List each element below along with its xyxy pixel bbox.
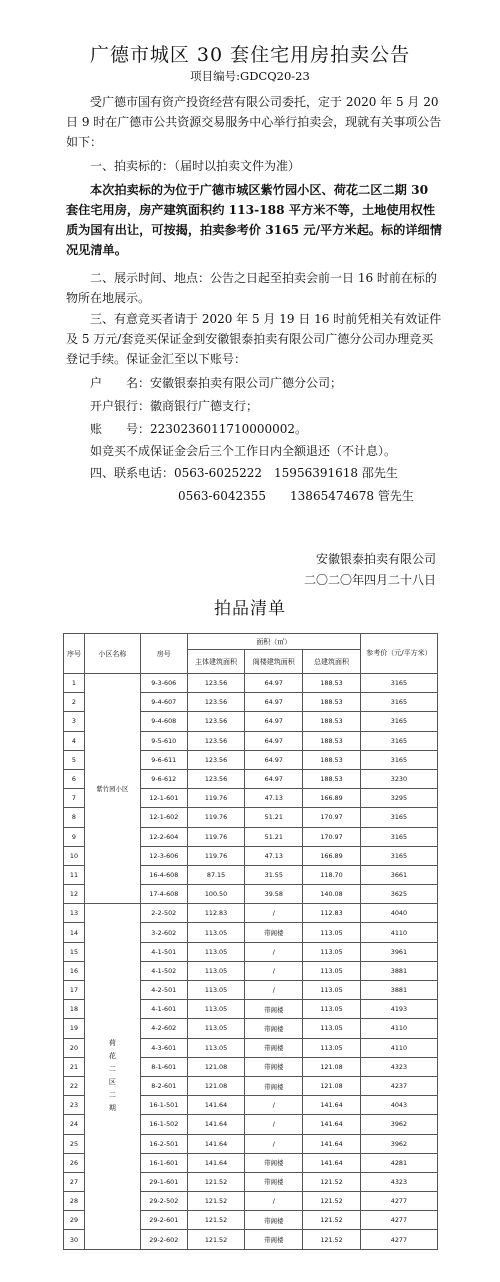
account-name-line: 户 名：安徽银泰拍卖有限公司广德分公司； <box>90 376 343 390</box>
cell-main-area: 141.64 <box>187 1134 245 1153</box>
cell-total-area: 121.52 <box>303 1192 361 1211</box>
cell-total-area: 141.64 <box>303 1134 361 1153</box>
cell-total-area: 188.53 <box>303 712 361 731</box>
cell-price: 4110 <box>360 923 437 942</box>
section-1-heading: 一、拍卖标的：（届时以拍卖文件为准） <box>90 159 301 173</box>
cell-total-area: 113.05 <box>303 942 361 961</box>
cell-attic-area: 64.97 <box>245 693 303 712</box>
cell-room: 2-2-502 <box>140 904 187 923</box>
cell-price: 3165 <box>360 731 437 750</box>
cell-total-area: 113.05 <box>303 923 361 942</box>
cell-price: 3661 <box>360 865 437 884</box>
notice-title: 广德市城区 30 套住宅用房拍卖公告 <box>89 44 411 66</box>
cell-price: 3230 <box>360 769 437 788</box>
cell-room: 9-6-611 <box>140 750 187 769</box>
cell-main-area: 119.76 <box>187 789 245 808</box>
cell-room: 4-2-501 <box>140 981 187 1000</box>
cell-price: 3962 <box>360 1115 437 1134</box>
cell-seq: 27 <box>64 1172 85 1191</box>
cell-seq: 28 <box>64 1192 85 1211</box>
cell-attic-area: 带阁楼 <box>245 1230 303 1249</box>
cell-seq: 17 <box>64 981 85 1000</box>
cell-attic-area: / <box>245 961 303 980</box>
cell-total-area: 121.08 <box>303 1076 361 1095</box>
cell-price: 3962 <box>360 1134 437 1153</box>
intro-paragraph: 受广德市国有资产投资经营有限公司委托，定于 2020 年 5 月 20 日 9 时在广德市公共资源交易服务中心举行拍卖会，现就有关事项公告如下： <box>66 95 442 149</box>
cell-seq: 29 <box>64 1211 85 1230</box>
cell-price: 3165 <box>360 674 437 693</box>
cell-attic-area: / <box>245 1192 303 1211</box>
cell-main-area: 123.56 <box>187 693 245 712</box>
cell-price: 4040 <box>360 904 437 923</box>
cell-price: 3881 <box>360 981 437 1000</box>
cell-main-area: 113.05 <box>187 923 245 942</box>
notice-date: 二〇二〇年四月二十八日 <box>303 573 436 587</box>
cell-room: 29-2-502 <box>140 1192 187 1211</box>
cell-room: 9-3-606 <box>140 674 187 693</box>
cell-room: 16-1-601 <box>140 1153 187 1172</box>
cell-room: 8-1-601 <box>140 1057 187 1076</box>
cell-attic-area: 带阁楼 <box>245 1019 303 1038</box>
cell-total-area: 170.97 <box>303 827 361 846</box>
cell-seq: 8 <box>64 808 85 827</box>
cell-price: 4277 <box>360 1230 437 1249</box>
cell-main-area: 121.08 <box>187 1057 245 1076</box>
table-body <box>64 674 438 1250</box>
cell-attic-area: 64.97 <box>245 750 303 769</box>
cell-room: 12-2-604 <box>140 827 187 846</box>
cell-price: 4323 <box>360 1057 437 1076</box>
cell-seq: 16 <box>64 961 85 980</box>
cell-seq: 3 <box>64 712 85 731</box>
cell-seq: 4 <box>64 731 85 750</box>
cell-room: 12-1-602 <box>140 808 187 827</box>
cell-seq: 25 <box>64 1134 85 1153</box>
cell-price: 3165 <box>360 750 437 769</box>
cell-main-area: 113.05 <box>187 1000 245 1019</box>
cell-seq: 5 <box>64 750 85 769</box>
cell-room: 9-6-612 <box>140 769 187 788</box>
header-seq: 序号 <box>64 634 85 674</box>
cell-attic-area: 带阁楼 <box>245 1172 303 1191</box>
cell-total-area: 140.08 <box>303 885 361 904</box>
cell-price: 4277 <box>360 1192 437 1211</box>
cell-seq: 15 <box>64 942 85 961</box>
cell-room: 29-2-602 <box>140 1230 187 1249</box>
cell-price: 3165 <box>360 693 437 712</box>
section-1-body: 本次拍卖标的为位于广德市城区紫竹园小区、荷花二区二期 30 套住宅用房，房产建筑面积约 113-188 平方米不等，土地使用权性质为国有出让，可按揭，拍卖参考价 3165 元/平方米起。标的详细情况见清单。 <box>66 183 442 257</box>
cell-room: 9-4-608 <box>140 712 187 731</box>
cell-main-area: 113.05 <box>187 1019 245 1038</box>
cell-attic-area: 带阁楼 <box>245 1038 303 1057</box>
contact-line-1: 四、联系电话：0563-6025222 15956391618 邵先生 <box>90 466 398 480</box>
cell-price: 3165 <box>360 846 437 865</box>
cell-seq: 13 <box>64 904 85 923</box>
header-room: 房号 <box>140 634 187 674</box>
cell-price: 4110 <box>360 1019 437 1038</box>
project-number: 项目编号:GDCQ20-23 <box>190 69 310 83</box>
cell-main-area: 121.52 <box>187 1172 245 1191</box>
cell-total-area: 188.53 <box>303 750 361 769</box>
cell-attic-area: 带阁楼 <box>245 1153 303 1172</box>
cell-main-area: 123.56 <box>187 731 245 750</box>
contact-line-2: 0563-6042355 13865474678 管先生 <box>178 489 414 503</box>
cell-total-area: 121.52 <box>303 1211 361 1230</box>
cell-attic-area: 带阁楼 <box>245 1211 303 1230</box>
cell-seq: 20 <box>64 1038 85 1057</box>
cell-seq: 12 <box>64 885 85 904</box>
cell-attic-area: / <box>245 981 303 1000</box>
cell-attic-area: 31.55 <box>245 865 303 884</box>
cell-total-area: 113.05 <box>303 1000 361 1019</box>
cell-total-area: 166.89 <box>303 846 361 865</box>
cell-attic-area: 带阁楼 <box>245 1076 303 1095</box>
cell-attic-area: 带阁楼 <box>245 1000 303 1019</box>
cell-seq: 30 <box>64 1230 85 1249</box>
cell-main-area: 121.52 <box>187 1192 245 1211</box>
cell-price: 4323 <box>360 1172 437 1191</box>
cell-price: 3961 <box>360 942 437 961</box>
header-total-area: 总建筑面积 <box>303 650 361 674</box>
cell-room: 3-2-602 <box>140 923 187 942</box>
cell-attic-area: / <box>245 1134 303 1153</box>
refund-line: 如竞买不成保证金会后三个工作日内全额退还（不计息）。 <box>90 444 397 458</box>
header-attic-area: 阁楼建筑面积 <box>245 650 303 674</box>
cell-attic-area: 64.97 <box>245 731 303 750</box>
cell-price: 4193 <box>360 1000 437 1019</box>
cell-price: 4110 <box>360 1038 437 1057</box>
list-title: 拍品清单 <box>214 599 286 619</box>
cell-seq: 2 <box>64 693 85 712</box>
cell-room: 17-4-608 <box>140 885 187 904</box>
cell-total-area: 118.70 <box>303 865 361 884</box>
cell-price: 3165 <box>360 827 437 846</box>
cell-attic-area: 64.97 <box>245 712 303 731</box>
header-community: 小区名称 <box>84 634 140 674</box>
cell-room: 16-1-502 <box>140 1115 187 1134</box>
cell-seq: 1 <box>64 674 85 693</box>
cell-room: 4-1-601 <box>140 1000 187 1019</box>
cell-total-area: 188.53 <box>303 769 361 788</box>
cell-room: 4-1-502 <box>140 961 187 980</box>
cell-seq: 10 <box>64 846 85 865</box>
cell-room: 16-1-501 <box>140 1096 187 1115</box>
cell-community: 荷花二区二期 <box>84 904 140 1249</box>
cell-total-area: 112.83 <box>303 904 361 923</box>
cell-main-area: 123.56 <box>187 712 245 731</box>
cell-total-area: 113.05 <box>303 1019 361 1038</box>
cell-seq: 14 <box>64 923 85 942</box>
cell-seq: 19 <box>64 1019 85 1038</box>
cell-attic-area: 带阁楼 <box>245 1057 303 1076</box>
cell-seq: 26 <box>64 1153 85 1172</box>
cell-attic-area: / <box>245 904 303 923</box>
cell-room: 16-4-608 <box>140 865 187 884</box>
cell-total-area: 141.64 <box>303 1115 361 1134</box>
cell-room: 4-2-602 <box>140 1019 187 1038</box>
cell-attic-area: 47.13 <box>245 789 303 808</box>
cell-attic-area: 64.97 <box>245 769 303 788</box>
cell-total-area: 113.05 <box>303 981 361 1000</box>
cell-room: 12-3-606 <box>140 846 187 865</box>
cell-price: 4281 <box>360 1153 437 1172</box>
cell-total-area: 188.53 <box>303 693 361 712</box>
cell-seq: 22 <box>64 1076 85 1095</box>
cell-room: 29-1-601 <box>140 1172 187 1191</box>
cell-main-area: 119.76 <box>187 846 245 865</box>
cell-attic-area: 39.58 <box>245 885 303 904</box>
cell-seq: 18 <box>64 1000 85 1019</box>
cell-main-area: 123.56 <box>187 769 245 788</box>
cell-community: 紫竹园小区 <box>84 674 140 904</box>
cell-price: 3625 <box>360 885 437 904</box>
cell-total-area: 170.97 <box>303 808 361 827</box>
cell-main-area: 100.50 <box>187 885 245 904</box>
cell-total-area: 113.05 <box>303 961 361 980</box>
cell-main-area: 113.05 <box>187 961 245 980</box>
cell-main-area: 141.64 <box>187 1153 245 1172</box>
cell-room: 9-4-607 <box>140 693 187 712</box>
cell-total-area: 141.64 <box>303 1153 361 1172</box>
cell-attic-area: 64.97 <box>245 674 303 693</box>
cell-room: 16-2-501 <box>140 1134 187 1153</box>
cell-main-area: 87.15 <box>187 865 245 884</box>
cell-total-area: 166.89 <box>303 789 361 808</box>
cell-room: 8-2-601 <box>140 1076 187 1095</box>
section-3-paragraph: 三、有意竞买者请于 2020 年 5 月 19 日 16 时前凭相关有效证件及 5 万元/套竞买保证金到安徽银泰拍卖有限公司广德分公司办理竞买登记手续。保证金汇至以下账号： <box>66 312 442 366</box>
company-signature: 安徽银泰拍卖有限公司 <box>315 552 436 566</box>
cell-attic-area: 51.21 <box>245 827 303 846</box>
cell-main-area: 119.76 <box>187 827 245 846</box>
header-main-area: 主体建筑面积 <box>187 650 245 674</box>
cell-price: 3295 <box>360 789 437 808</box>
cell-room: 4-1-501 <box>140 942 187 961</box>
cell-main-area: 113.05 <box>187 1038 245 1057</box>
cell-main-area: 119.76 <box>187 808 245 827</box>
cell-price: 4043 <box>360 1096 437 1115</box>
cell-main-area: 121.52 <box>187 1211 245 1230</box>
cell-price: 3165 <box>360 712 437 731</box>
account-number-line: 账 号：2230236011710000002。 <box>90 422 308 436</box>
cell-room: 4-3-601 <box>140 1038 187 1057</box>
cell-attic-area: / <box>245 942 303 961</box>
table-row <box>64 904 438 923</box>
cell-price: 4277 <box>360 1211 437 1230</box>
cell-main-area: 113.05 <box>187 942 245 961</box>
cell-room: 29-2-601 <box>140 1211 187 1230</box>
cell-seq: 11 <box>64 865 85 884</box>
cell-main-area: 121.08 <box>187 1076 245 1095</box>
cell-room: 9-5-610 <box>140 731 187 750</box>
cell-seq: 6 <box>64 769 85 788</box>
cell-seq: 9 <box>64 827 85 846</box>
cell-price: 3165 <box>360 808 437 827</box>
cell-main-area: 141.64 <box>187 1115 245 1134</box>
cell-seq: 24 <box>64 1115 85 1134</box>
cell-price: 4237 <box>360 1076 437 1095</box>
cell-attic-area: 47.13 <box>245 846 303 865</box>
cell-total-area: 141.64 <box>303 1096 361 1115</box>
header-area: 面积（㎡） <box>187 634 360 650</box>
cell-attic-area: 带阁楼 <box>245 923 303 942</box>
cell-seq: 7 <box>64 789 85 808</box>
cell-main-area: 121.52 <box>187 1230 245 1249</box>
cell-total-area: 121.52 <box>303 1230 361 1249</box>
cell-seq: 23 <box>64 1096 85 1115</box>
cell-main-area: 123.56 <box>187 750 245 769</box>
cell-total-area: 188.53 <box>303 674 361 693</box>
cell-main-area: 141.64 <box>187 1096 245 1115</box>
cell-price: 3881 <box>360 961 437 980</box>
cell-attic-area: / <box>245 1115 303 1134</box>
cell-attic-area: / <box>245 1096 303 1115</box>
auction-list-table <box>63 633 438 1250</box>
cell-main-area: 123.56 <box>187 674 245 693</box>
cell-total-area: 121.52 <box>303 1172 361 1191</box>
bank-line: 开户银行：徽商银行广德支行； <box>90 399 259 413</box>
cell-seq: 21 <box>64 1057 85 1076</box>
header-price: 参考价（元/平方米） <box>360 634 437 674</box>
section-2-paragraph: 二、展示时间、地点：公告之日起至拍卖会前一日 16 时前在标的物所在地展示。 <box>66 271 437 305</box>
cell-total-area: 188.53 <box>303 731 361 750</box>
table-row <box>64 674 438 693</box>
cell-total-area: 121.08 <box>303 1057 361 1076</box>
cell-attic-area: 51.21 <box>245 808 303 827</box>
cell-main-area: 113.05 <box>187 981 245 1000</box>
cell-total-area: 113.05 <box>303 1038 361 1057</box>
cell-main-area: 112.83 <box>187 904 245 923</box>
cell-room: 12-1-601 <box>140 789 187 808</box>
